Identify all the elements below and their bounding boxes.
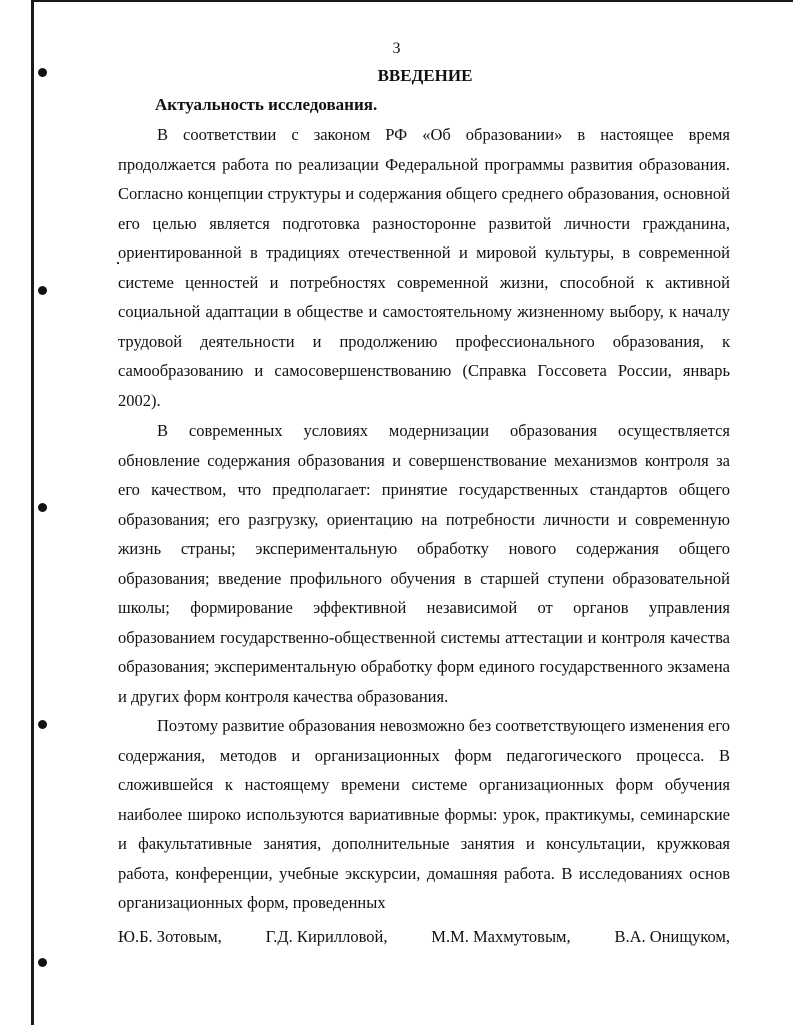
author-name: В.А. Онищуком, [614,927,730,946]
page-top-border [32,0,793,2]
binding-hole-mark [38,286,47,295]
section-heading: ВВЕДЕНИЕ [377,66,473,85]
paragraph-modernization: В современных условиях модернизации образования осуществляется обновление содержания образования и совершенствование механизмов контроля за его качеством, что предполагает: принятие государственных стандартов общего образования; его разгрузку, ориентацию на потребности личности и современную жизнь страны; экспериментальную обработку нового содержания общего образования; введение профильного обучения в старшей ступени образовательной школы; формирование эффективной независимой от органов управления образованием государственно-общественной системы аттестации и контроля качества образования; экспериментальную обработку форм единого государственного экзамена и других форм контроля качества образования. [118,421,730,706]
binding-hole-mark [38,720,47,729]
page-left-border [31,0,34,1025]
page-number: 3 [392,40,401,57]
subsection-heading: Актуальность исследования. [155,95,378,114]
binding-hole-mark [38,958,47,967]
author-name: Г.Д. Кирилловой, [265,927,388,946]
author-name: М.М. Махмутовым, [431,927,571,946]
author-name: Ю.Б. Зотовым, [118,927,222,946]
paragraph-relevance: В соответствии с законом РФ «Об образовании» в настоящее время продолжается работа по реализации Федеральной программы развития образования. Согласно концепции структуры и содержания общего среднего образования, основной его целью является подготовка разносторонне развитой личности гражданина, ориентированной в традициях отечественной и мировой культуры, в современной системе ценностей и потребностях современной жизни, способной к активной социальной адаптации в обществе и самостоятельному жизненному выбору, к началу трудовой деятельности и продолжению профессионального образования, к самообразованию и самосовершенствованию (Справка Госсовета России, январь 2002). [118,125,730,410]
paragraph-organizational-forms: Поэтому развитие образования невозможно без соответствующего изменения его содержания, методов и организационных форм педагогического процесса. В сложившейся к настоящему времени системе организационных форм обучения наиболее широко используются вариативные формы: урок, практикумы, семинарские и факультативные занятия, дополнительные занятия и консультации, кружковая работа, конференции, учебные экскурсии, домашняя работа. В исследованиях основ организационных форм, проведенных [118,716,730,912]
authors-line [118,922,730,952]
binding-hole-mark [38,503,47,512]
